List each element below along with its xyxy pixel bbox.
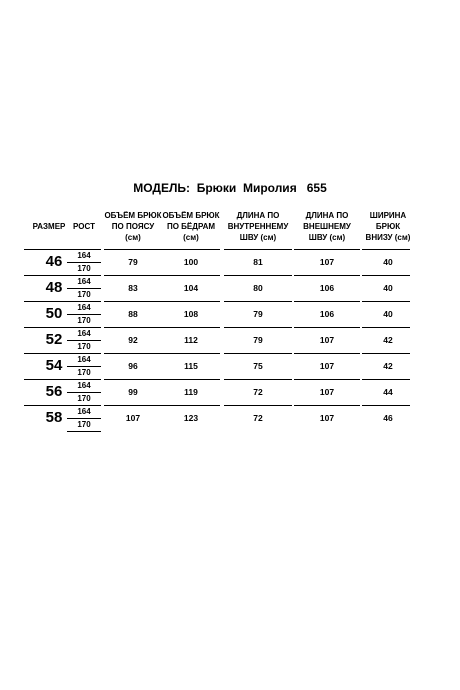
measurement-cell: 106 <box>319 309 335 319</box>
height-cell: 164 <box>77 277 91 286</box>
measurement-cell: 72 <box>253 413 263 423</box>
measurement-cell: 44 <box>383 387 393 397</box>
measurement-cell: 123 <box>183 413 199 423</box>
measurement-cell: 119 <box>184 387 198 397</box>
height-cell: 164 <box>77 303 91 312</box>
size-cell: 48 <box>45 279 63 296</box>
height-cell: 164 <box>77 355 91 364</box>
height-cell: 170 <box>77 394 91 403</box>
measurement-cell: 107 <box>319 335 335 345</box>
measurement-cell: 42 <box>383 361 393 371</box>
measurement-cell: 83 <box>128 283 138 293</box>
column-header: ШИРИНА БРЮК ВНИЗУ (см) <box>365 211 411 242</box>
measurement-cell: 72 <box>253 387 263 397</box>
measurement-cell: 107 <box>319 387 335 397</box>
measurement-cell: 46 <box>383 413 393 423</box>
height-cell: 170 <box>77 316 91 325</box>
size-cell: 54 <box>45 357 63 374</box>
title-label: МОДЕЛЬ: <box>133 181 191 195</box>
size-cell: 56 <box>45 383 63 400</box>
measurement-cell: 40 <box>383 257 393 267</box>
height-cell: 170 <box>77 420 91 429</box>
size-cell: 46 <box>45 253 63 270</box>
height-cell: 164 <box>77 251 91 260</box>
size-cell: 52 <box>45 331 63 348</box>
column-header: ОБЪЁМ БРЮК ПО БЁДРАМ (см) <box>162 211 220 242</box>
measurement-cell: 92 <box>128 335 138 345</box>
measurement-cell: 81 <box>253 257 263 267</box>
measurement-cell: 107 <box>319 361 335 371</box>
title-product: Брюки <box>196 181 237 195</box>
column-header: ДЛИНА ПО ВНУТРЕННЕМУ ШВУ (см) <box>227 211 289 242</box>
measurement-cell: 107 <box>319 257 335 267</box>
measurement-cell: 40 <box>383 283 393 293</box>
column-header: РОСТ <box>73 222 95 231</box>
title-brand: Миролия <box>242 181 297 195</box>
measurement-cell: 79 <box>253 335 263 345</box>
measurement-cell: 42 <box>383 335 393 345</box>
measurement-cell: 104 <box>183 283 199 293</box>
height-cell: 170 <box>77 264 91 273</box>
measurement-cell: 115 <box>184 361 198 371</box>
measurement-cell: 75 <box>253 361 263 371</box>
height-cell: 164 <box>77 381 91 390</box>
column-header: РАЗМЕР <box>32 222 66 231</box>
title-model: 655 <box>306 181 327 195</box>
height-cell: 164 <box>77 329 91 338</box>
size-cell: 50 <box>45 305 63 322</box>
measurement-cell: 112 <box>184 335 198 345</box>
measurement-cell: 108 <box>183 309 199 319</box>
measurement-cell: 100 <box>183 257 199 267</box>
height-cell: 170 <box>77 368 91 377</box>
size-cell: 58 <box>45 409 63 426</box>
measurement-cell: 80 <box>253 283 263 293</box>
column-header: ОБЪЁМ БРЮК ПО ПОЯСУ (см) <box>104 211 162 242</box>
measurement-cell: 106 <box>319 283 335 293</box>
measurement-cell: 88 <box>128 309 138 319</box>
measurement-cell: 40 <box>383 309 393 319</box>
page-title <box>0 181 460 195</box>
measurement-cell: 79 <box>253 309 263 319</box>
height-cell: 170 <box>77 290 91 299</box>
measurement-cell: 79 <box>128 257 138 267</box>
column-header: ДЛИНА ПО ВНЕШНЕМУ ШВУ (см) <box>303 211 351 242</box>
measurement-cell: 96 <box>128 361 138 371</box>
measurement-cell: 99 <box>128 387 138 397</box>
height-divider <box>67 431 101 432</box>
measurement-cell: 107 <box>125 413 141 423</box>
measurement-cell: 107 <box>319 413 335 423</box>
height-cell: 164 <box>77 407 91 416</box>
height-cell: 170 <box>77 342 91 351</box>
